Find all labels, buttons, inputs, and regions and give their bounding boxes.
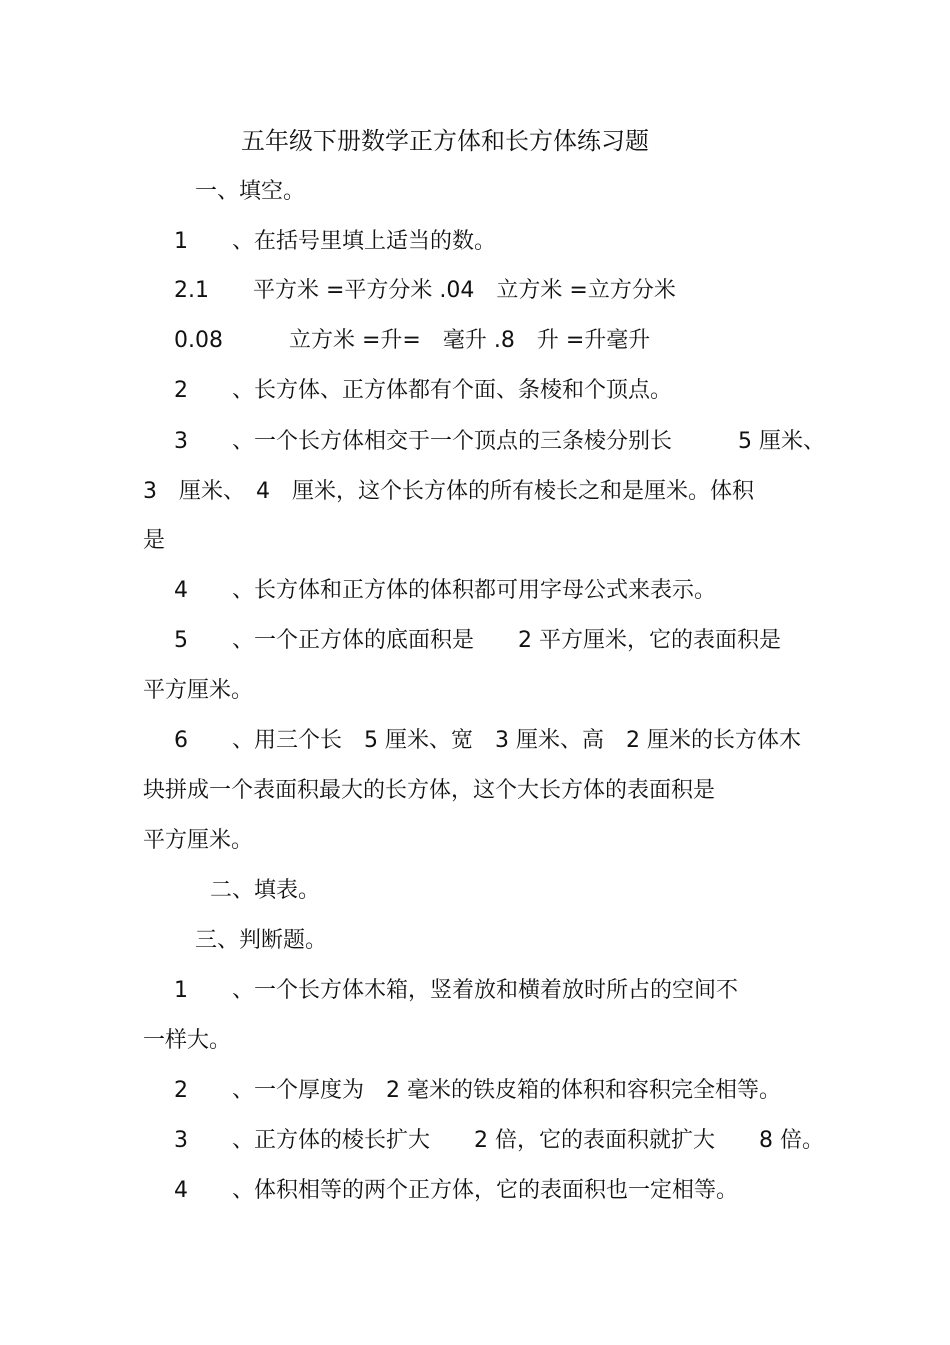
section-heading-fill-table: 二、填表。 [210, 878, 321, 903]
question-line: 平方厘米。 [143, 678, 254, 703]
question-line: 6 、用三个长 5 厘米、宽 3 厘米、高 2 厘米的长方体木 [174, 728, 801, 753]
question-line: 块拼成一个表面积最大的长方体，这个大长方体的表面积是 [143, 778, 716, 803]
question-line: 是 [143, 528, 166, 553]
question-line: 一样大。 [143, 1028, 232, 1053]
question-line: 2.1 平方米 =平方分米 .04 立方米 =立方分米 [174, 278, 676, 303]
question-line: 5 、一个正方体的底面积是 2 平方厘米，它的表面积是 [174, 628, 781, 653]
question-line: 3 、正方体的棱长扩大 2 倍，它的表面积就扩大 8 倍。 [174, 1128, 824, 1153]
section-heading-true-false: 三、判断题。 [195, 928, 328, 953]
question-line: 4 、长方体和正方体的体积都可用字母公式来表示。 [174, 578, 716, 603]
question-line: 2 、长方体、正方体都有个面、条棱和个顶点。 [174, 378, 672, 403]
question-line: 平方厘米。 [143, 828, 254, 853]
question-line: 1 、在括号里填上适当的数。 [174, 229, 496, 254]
question-line: 4 、体积相等的两个正方体，它的表面积也一定相等。 [174, 1178, 738, 1203]
question-line: 3 、一个长方体相交于一个顶点的三条棱分别长 5 厘米、 [174, 429, 825, 454]
question-line: 2 、一个厚度为 2 毫米的铁皮箱的体积和容积完全相等。 [174, 1078, 781, 1103]
question-line: 3 厘米、 4 厘米，这个长方体的所有棱长之和是厘米。体积 [143, 479, 754, 504]
page-title: 五年级下册数学正方体和长方体练习题 [241, 127, 649, 155]
section-heading-fill-blank: 一、填空。 [195, 179, 306, 204]
question-line: 0.08 立方米 =升= 毫升 .8 升 =升毫升 [174, 328, 651, 353]
question-line: 1 、一个长方体木箱，竖着放和横着放时所占的空间不 [174, 978, 738, 1003]
